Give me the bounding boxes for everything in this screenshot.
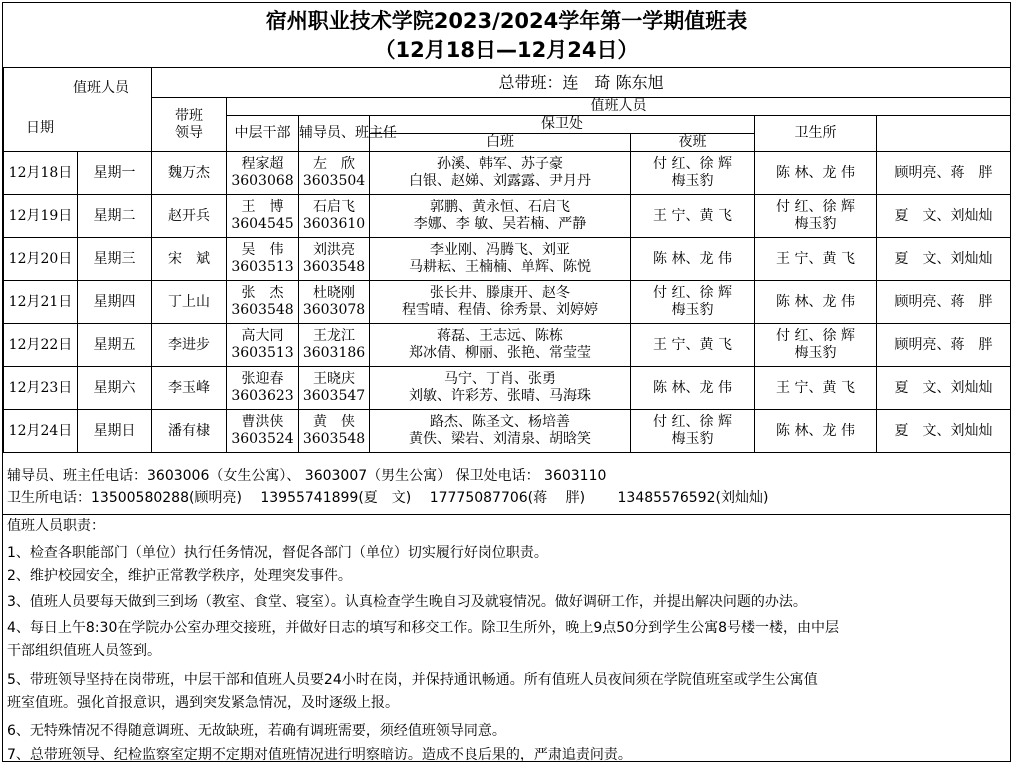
counselor-cell-line: 蒋磊、王志远、陈栋 [437,328,563,344]
cadre-name: 石启飞 [313,199,355,215]
cadre-name: 杜晓刚 [313,285,355,301]
duty-item-2: 2、维护校园安全，维护正常教学秩序，处理突发事件。 [7,568,352,584]
cadre-1-cell [227,410,299,453]
leader-header-line: 领导 [175,124,203,141]
security-day-cell-line: 王 宁、黄 飞 [653,207,732,224]
cadre-phone: 3603504 [302,173,366,189]
cadre-name: 高大同 [241,328,284,344]
clinic-cell: 夏 文、刘灿灿 [877,195,1011,238]
weekday-cell: 星期日 [78,410,152,453]
duty-row [4,410,1011,453]
duty-item-3: 3、值班人员要每天做到三到场（教室、食堂、寝室）。认真检查学生晚自习及就寝情况。做好调研工作，并提出解决问题的办法。 [7,594,807,610]
duty-row [4,367,1011,410]
security-night-cell [755,367,877,410]
header-corner [4,68,152,152]
cadre-2-cell [299,195,370,238]
counselor-header: 辅导员、班主任 [299,116,370,152]
cadre-2-cell [299,152,370,195]
cadre-phone: 3603610 [302,216,366,232]
leader-cell: 赵开兵 [152,195,227,238]
security-night-cell [755,324,877,367]
weekday-cell: 星期二 [78,195,152,238]
date-cell: 12月24日 [4,410,78,453]
cadre-name: 左 欣 [313,156,355,172]
security-day-cell-line: 梅玉豹 [671,302,714,318]
cadre-2-cell [299,367,370,410]
weekday-cell: 星期五 [78,324,152,367]
security-day-cell-line: 梅玉豹 [671,173,714,189]
security-night-cell-line: 付 红、徐 辉 [776,328,855,344]
duty-rows [4,152,1011,453]
cadre-name: 程家超 [241,156,284,172]
cadre-name: 吴 伟 [241,242,284,258]
security-night-cell-line: 陈 林、龙 伟 [776,293,855,310]
security-night-cell [755,238,877,281]
cadre-name: 张迎春 [241,371,284,387]
duty-item-5: 5、带班领导坚持在岗带班，中层干部和值班人员要24小时在岗，并保持通讯畅通。所有值班人员夜间须在学院值班室或学生公寓值 [7,672,818,688]
security-day-cell-line: 付 红、徐 辉 [653,156,732,172]
cadre-phone: 3604545 [231,216,294,232]
date-cell: 12月21日 [4,281,78,324]
security-night-cell-line: 付 红、徐 辉 [776,199,855,215]
duty-row [4,324,1011,367]
weekday-cell: 星期一 [78,152,152,195]
counselor-cell-line: 李业刚、冯腾飞、刘亚 [430,242,570,258]
cadre-phone: 3603623 [231,388,294,404]
clinic-cell: 夏 文、刘灿灿 [877,367,1011,410]
date-cell: 12月18日 [4,152,78,195]
counselor-cell [370,324,631,367]
date-cell: 12月20日 [4,238,78,281]
leader-cell: 李进步 [152,324,227,367]
clinic-cell: 夏 文、刘灿灿 [877,238,1011,281]
cadre-1-cell [227,281,299,324]
cadre-1-cell [227,367,299,410]
duty-item-1: 1、检查各职能部门（单位）执行任务情况，督促各部门（单位）切实履行好岗位职责。 [7,545,548,561]
clinic-cell: 顾明亮、蒋 胖 [877,152,1011,195]
date-cell: 12月19日 [4,195,78,238]
cadre-name: 王晓庆 [313,371,355,387]
date-cell: 12月23日 [4,367,78,410]
security-night-cell-line: 梅玉豹 [794,345,837,361]
security-night-cell [755,410,877,453]
duty-row [4,281,1011,324]
cadre-name: 黄 侠 [313,414,355,430]
counselor-cell [370,367,631,410]
middle-cadre-header: 中层干部 [227,116,299,152]
counselor-cell [370,281,631,324]
security-night-cell-line: 陈 林、龙 伟 [776,422,855,439]
cadre-1-cell [227,238,299,281]
title-line2: （12月18日—12月24日） [374,38,639,62]
counselor-cell-line: 郑冰倩、柳丽、张艳、常莹莹 [409,345,591,361]
title-line1: 宿州职业技术学院2023/2024学年第一学期值班表 [265,9,748,33]
leader-cell: 李玉峰 [152,367,227,410]
security-header: 保卫处 [370,116,755,134]
counselor-cell [370,238,631,281]
cadre-2-cell [299,238,370,281]
leader-cell: 宋 斌 [152,238,227,281]
duty-row [4,152,1011,195]
security-day-cell-line: 付 红、徐 辉 [653,414,732,430]
security-day-cell [631,410,755,453]
counselor-cell-line: 马耕耘、王楠楠、单辉、陈悦 [409,259,591,275]
leader-cell: 潘有棣 [152,410,227,453]
cadre-phone: 3603513 [231,345,294,361]
counselor-cell-line: 张长井、滕康开、赵冬 [430,285,570,301]
cadre-phone: 3603548 [231,302,294,318]
duty-item-6: 6、无特殊情况不得随意调班、无故缺班，若确有调班需要，须经值班领导同意。 [7,723,506,739]
duty-item-4: 4、每日上午8:30在学院办公室办理交接班，并做好日志的填写和移交工作。除卫生所外，晚上9点50分到学生公寓8号楼一楼，由中层 [7,620,839,636]
duty-roster-sheet [2,2,1011,762]
weekday-cell: 星期六 [78,367,152,410]
cadre-phone: 3603524 [231,431,294,447]
duty-staff-header: 值班人员 [227,98,1011,116]
counselor-cell [370,152,631,195]
counselor-cell [370,195,631,238]
cadre-phone: 3603078 [302,302,366,318]
security-day-cell-line: 陈 林、龙 伟 [653,250,732,267]
duty-item-5-cont: 班室值班。强化首报意识，遇到突发紧急情况，及时逐级上报。 [7,695,399,711]
leader-header-line: 带班 [175,107,203,124]
security-day-cell [631,152,755,195]
security-night-cell-line: 王 宁、黄 飞 [776,250,855,267]
security-night-cell [755,152,877,195]
corner-date-label: 日期 [26,120,54,136]
cadre-name: 王龙江 [313,328,355,344]
security-night-cell [755,281,877,324]
counselor-cell-line: 路杰、陈圣文、杨培善 [430,414,570,430]
weekday-cell: 星期四 [78,281,152,324]
counselor-cell-line: 马宁、丁肖、张勇 [444,371,556,387]
cadre-1-cell [227,195,299,238]
security-day-cell-line: 付 红、徐 辉 [653,285,732,301]
counselor-cell-line: 孙溪、韩军、苏子豪 [437,156,563,172]
date-cell: 12月22日 [4,324,78,367]
leader-cell: 魏万杰 [152,152,227,195]
clinic-cell: 夏 文、刘灿灿 [877,410,1011,453]
duty-table [3,67,1011,453]
security-night-cell-line: 陈 林、龙 伟 [776,164,855,181]
counselor-cell-line: 白银、赵娣、刘露露、尹月丹 [409,173,591,189]
security-night-cell-line: 王 宁、黄 飞 [776,379,855,396]
leader-cell: 丁上山 [152,281,227,324]
security-night-cell-line: 梅玉豹 [794,216,837,232]
night-shift-header: 夜班 [631,134,755,152]
security-day-cell [631,195,755,238]
cadre-name: 王 博 [241,199,284,215]
counselor-cell-line: 郭鹏、黄永恒、石启飞 [430,199,570,215]
counselor-cell-line: 黄佚、梁岩、刘清泉、胡晗笑 [409,431,591,447]
duty-item-4-cont: 干部组织值班人员签到。 [7,643,161,659]
duty-row [4,238,1011,281]
day-shift-header: 白班 [370,134,631,152]
security-day-cell-line: 陈 林、龙 伟 [653,379,732,396]
cadre-phone: 3603547 [302,388,366,404]
cadre-phone: 3603186 [302,345,366,361]
duties-heading: 值班人员职责： [7,518,105,534]
security-day-cell [631,367,755,410]
cadre-phone: 3603548 [302,431,366,447]
leader-header [152,98,227,152]
cadre-name: 张 杰 [241,285,284,301]
security-day-cell [631,324,755,367]
phone-line-clinic: 卫生所电话：13500580288(顾明亮) 13955741899(夏 文) 17775087706(蒋 胖) 13485576592(刘灿灿) [7,490,769,506]
cadre-phone: 3603068 [231,173,294,189]
cadre-name: 曹洪侠 [241,414,284,430]
clinic-cell: 顾明亮、蒋 胖 [877,324,1011,367]
phone-line-counselor-security: 辅导员、班主任电话：3603006（女生公寓）、 3603007（男生公寓） 保卫处电话： 3603110 [7,468,607,484]
phone-info [3,462,1010,515]
counselor-cell [370,410,631,453]
cadre-2-cell [299,324,370,367]
clinic-cell: 顾明亮、蒋 胖 [877,281,1011,324]
cadre-name: 刘洪亮 [313,242,355,258]
cadre-1-cell [227,152,299,195]
counselor-cell-line: 李娜、李 敏、吴若楠、严静 [413,216,587,232]
duty-item-7: 7、总带班领导、纪检监察室定期不定期对值班情况进行明察暗访。造成不良后果的，严肃追责问责。 [7,747,632,763]
weekday-cell: 星期三 [78,238,152,281]
security-night-cell [755,195,877,238]
general-leader-header: 总带班：连 琦 陈东旭 [152,68,1011,98]
security-day-cell-line: 王 宁、黄 飞 [653,336,732,353]
cadre-phone: 3603513 [231,259,294,275]
duty-row [4,195,1011,238]
security-day-cell [631,281,755,324]
clinic-header: 卫生所 [755,116,877,152]
counselor-cell-line: 刘敏、许彩芳、张晴、马海珠 [409,388,591,404]
cadre-2-cell [299,410,370,453]
security-day-cell [631,238,755,281]
cadre-2-cell [299,281,370,324]
security-day-cell-line: 梅玉豹 [671,431,714,447]
corner-staff-label: 值班人员 [73,80,129,96]
cadre-1-cell [227,324,299,367]
cadre-phone: 3603548 [302,259,366,275]
counselor-cell-line: 程雪晴、程倩、徐秀景、刘婷婷 [402,302,598,318]
